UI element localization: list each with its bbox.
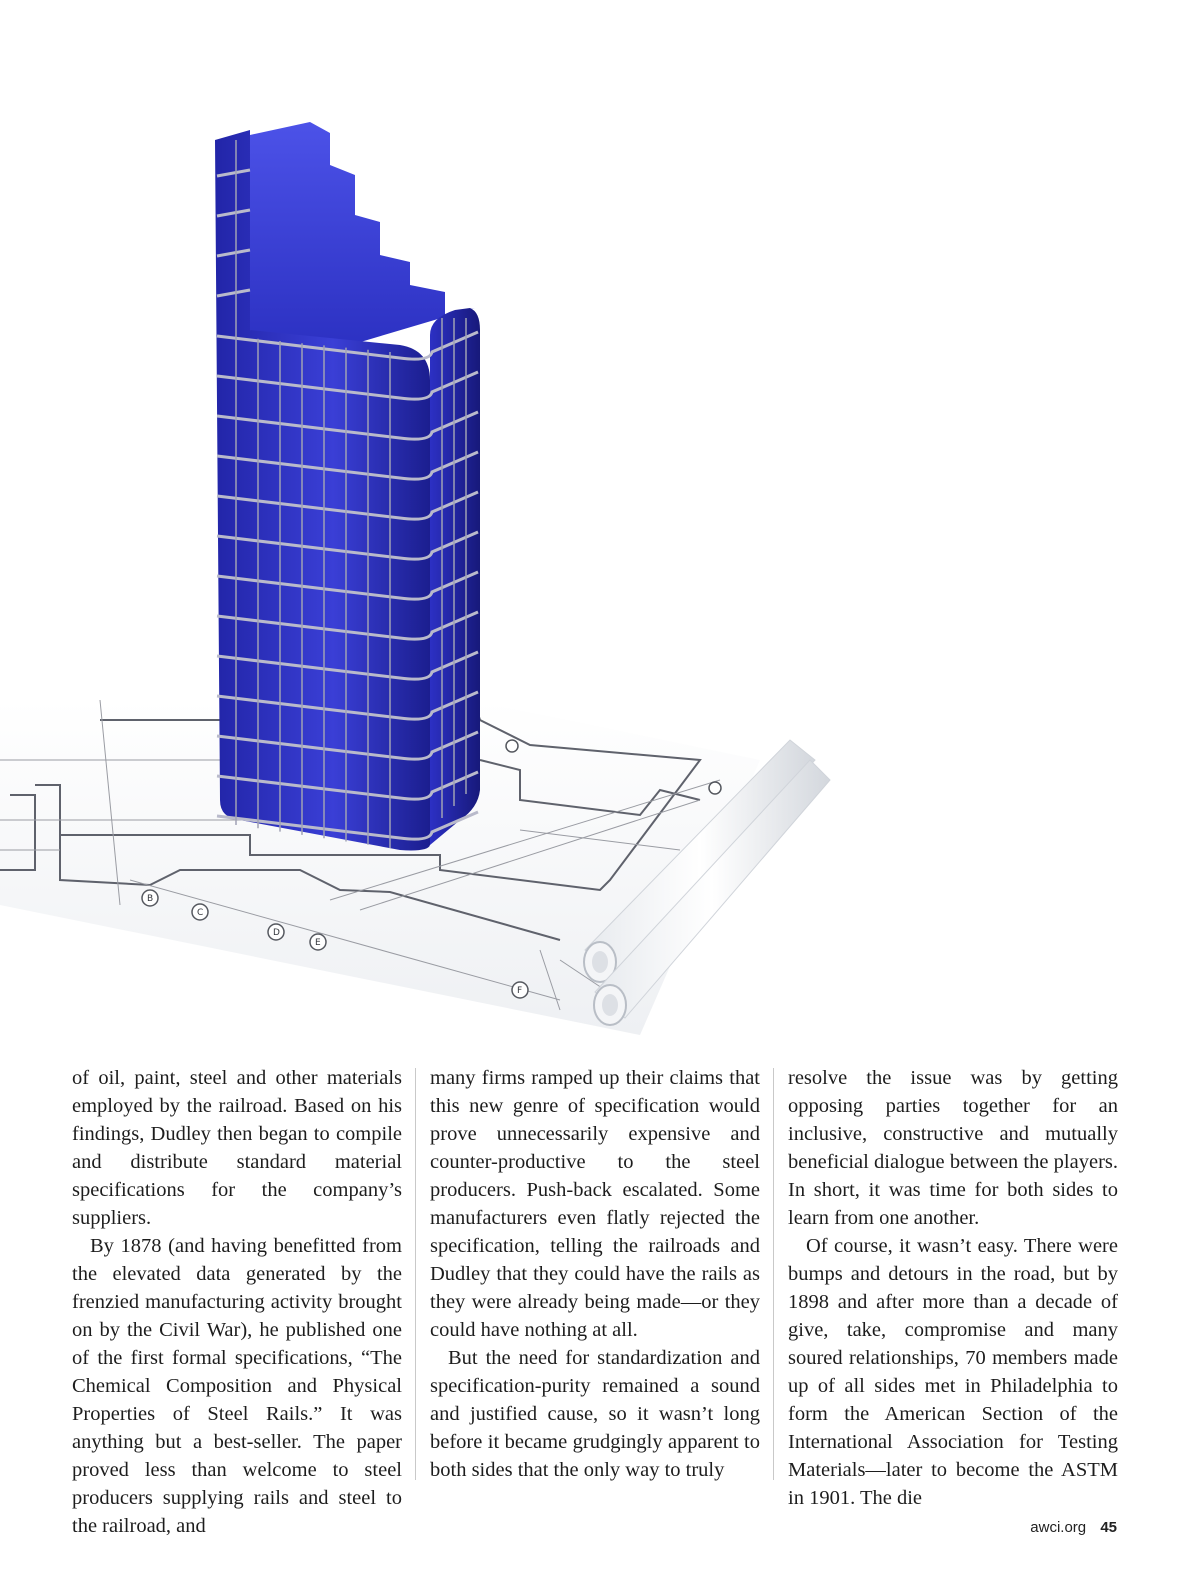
grid-marker-d (268, 924, 284, 940)
article-column-2 (430, 1064, 760, 1484)
paragraph: resolve the issue was by getting opposing parties together for an inclusive, constructive and mutually beneficial dialogue between the players. In short, it was time for both sides to learn from one another. (788, 1067, 1118, 1229)
svg-text:B: B (147, 894, 154, 904)
footer-site: awci.org (1030, 1519, 1087, 1536)
grid-marker-c (192, 904, 208, 920)
column-divider (415, 1068, 416, 1480)
svg-text:F: F (517, 986, 523, 996)
article-column-1 (72, 1064, 402, 1540)
column-divider (773, 1068, 774, 1480)
grid-marker-f (512, 982, 528, 998)
svg-text:D: D (273, 928, 280, 938)
page-footer (1030, 1519, 1117, 1536)
svg-text:E: E (315, 938, 321, 948)
paragraph: Of course, it wasn’t easy. There were bumps and detours in the road, but by 1898 and after more than a decade of give, take, compromise and many soured relationships, 70 members made up of all sides met in Philadelphia to form the American Section of the International Association for Testing Materials—later to become the ASTM in 1901. The die (788, 1235, 1118, 1509)
page-number: 45 (1100, 1519, 1117, 1536)
svg-text:C: C (197, 908, 204, 918)
paragraph: of oil, paint, steel and other materials employed by the railroad. Based on his findings, Dudley then began to compile and distribute standard material specifications for the company’s suppliers. (72, 1067, 402, 1229)
glass-tower (215, 122, 480, 850)
grid-marker-e (310, 934, 326, 950)
paragraph: By 1878 (and having benefitted from the elevated data generated by the frenzied manufacturing activity brought on by the Civil War), he published one of the first formal specifications, “The Chemical Composition and Physical Properties of Steel Rails.” It was anything but a best-seller. The paper proved less than welcome to steel producers supplying rails and steel to the railroad, and (72, 1235, 402, 1537)
paragraph: many firms ramped up their claims that this new genre of specification would prove unnecessarily expensive and counter-productive to the steel producers. Push-back escalated. Some manufacturers even flatly rejected the specification, telling the railroads and Dudley that they could have the rails as they were already being made—or they could have nothing at all. (430, 1067, 760, 1341)
article-column-3 (788, 1064, 1118, 1512)
grid-marker-b (142, 890, 158, 906)
paragraph: But the need for standardization and specification-purity remained a sound and justified cause, so it wasn’t long before it became grudgingly apparent to both sides that the only way to truly (430, 1347, 760, 1481)
